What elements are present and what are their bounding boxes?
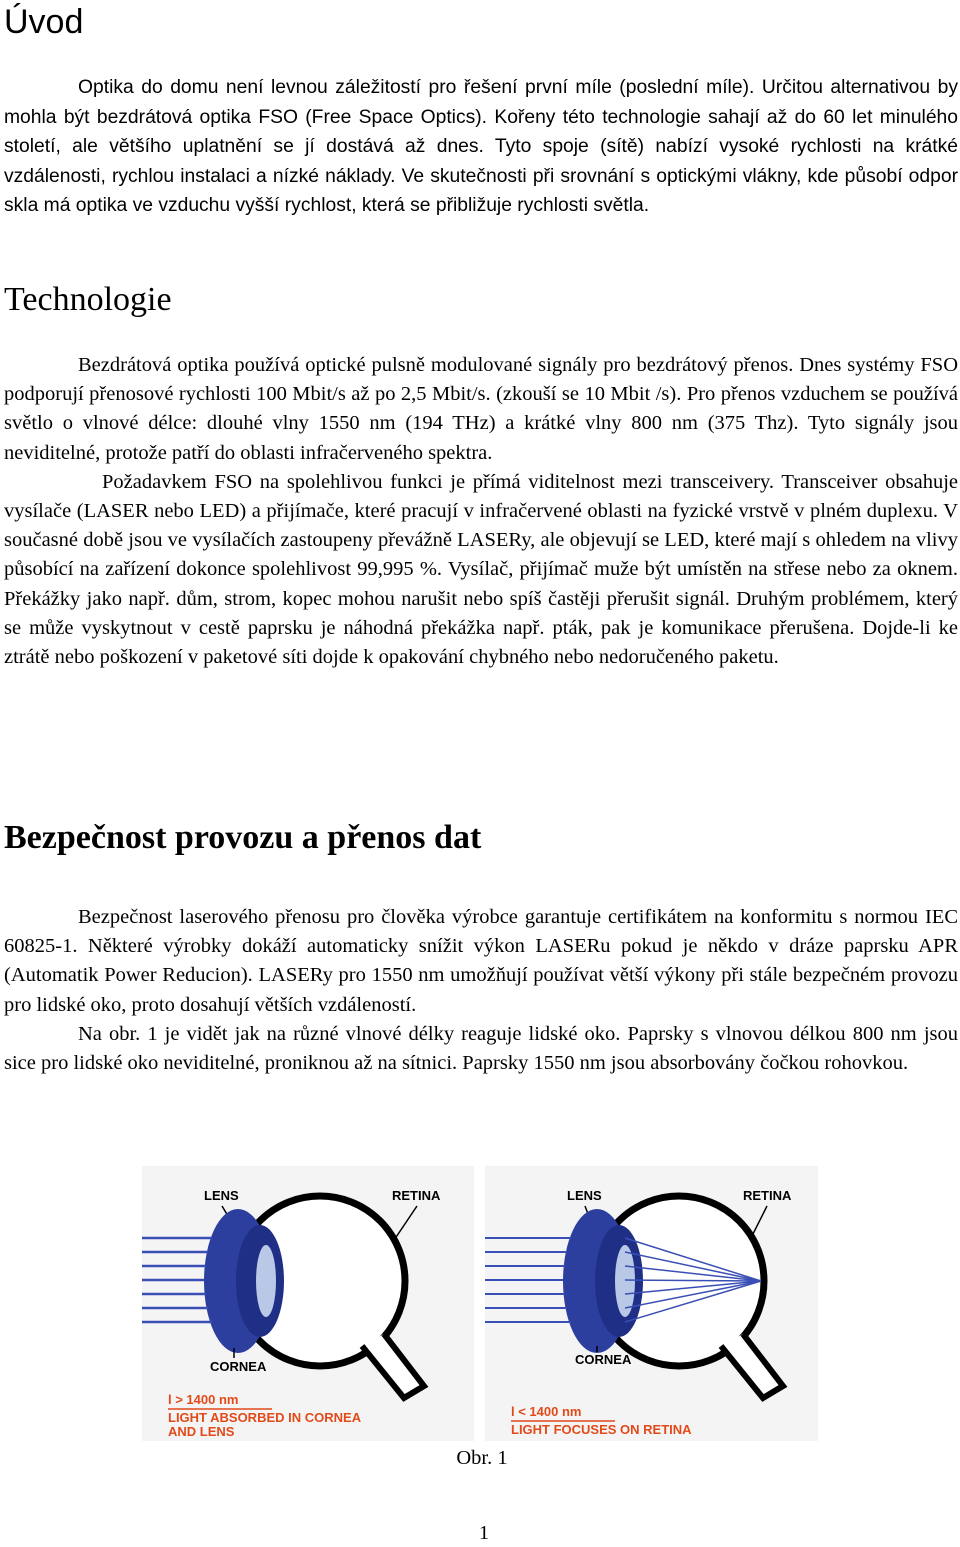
paragraph-bezpecnost-1: Bezpečnost laserového přenosu pro člověka výrobce garantuje certifikátem na konformitu s normou IEC 60825-1. Některé výrobky dokáží automaticky snížit výkon LASERu pokud je někdo v dráze paprsku APR (Automatik Power Reducion). LASERy pro 1550 nm umožňují používat větší výkony při stále bezpečném provozu pro lidské oko, proto dosahují větších vzdáleností. [4,906,958,1016]
figure-caption [0,1444,960,1472]
heading-uvod: Úvod [4,3,84,41]
paragraph-bezpecnost-2: Na obr. 1 je vidět jak na různé vlnové délky reaguje lidské oko. Paprsky s vlnovou délkou 800 nm jsou sice pro lidské oko neviditelné, proniknou až na sítnici. Paprsky 1550 nm jsou absorbovány čočkou rohovkou. [4,1022,958,1075]
section-bezpecnost [4,903,958,1078]
label-condition: l > 1400 nm [168,1392,239,1407]
label-cornea: CORNEA [575,1352,632,1367]
figure-caption-text: Obr. 1 [456,1447,508,1469]
label-condition: l < 1400 nm [511,1404,582,1419]
paragraph-technologie-1: Bezdrátová optika používá optické pulsně modulované signály pro bezdrátový přenos. Dnes systémy FSO podporují přenosové rychlosti 100 Mbit/s až po 2,5 Mbit/s. (zkouší se 10 Mbit /s). Pro přenos vzduchem se používá světlo o vlnové délce: dlouhé vlny 1550 nm (194 THz) a krátké vlny 800 nm (375 Thz). Tyto signály jsou neviditelné, protože patří do oblasti infračerveného spektra. [4,354,958,464]
label-lens: LENS [204,1188,239,1203]
label-retina: RETINA [392,1188,441,1203]
section-technologie [4,351,958,672]
paragraph-technologie-2: Požadavkem FSO na spolehlivou funkci je přímá viditelnost mezi transceivery. Transceiver obsahuje vysílače (LASER nebo LED) a přijímače, které pracují v infračervené oblasti na fyzické vrstvě v plném duplexu. V současné době jsou ve vysílačích zastoupeny převážně LASERy, ale objevují se LED, které mají s ohledem na vlivy působící na zařízení dokonce spolehlivost 99,995 %. Vysílač, přijímač muže být umístěn na střese nebo za oknem. Překážky jako např. dům, strom, kopec mohou narušit nebo spíš častěji přerušit signál. Druhým problémem, který se může vyskytnout v cestě paprsku je náhodná překážka např. pták, pak je komunikace přerušena. Dojde-li ke ztrátě nebo poškození v paketové síti dojde k opakování chybného nebo nedoručeného paketu. [4,470,958,669]
eye-diagram-focused [485,1166,818,1441]
label-focuses-line1: LIGHT FOCUSES ON RETINA [511,1422,692,1437]
label-lens: LENS [567,1188,602,1203]
page-number [0,1520,960,1546]
label-retina: RETINA [743,1188,792,1203]
page-number-text: 1 [478,1522,490,1544]
paragraph-uvod: Optika do domu není levnou záležitostí pro řešení první míle (poslední míle). Určitou alternativou by mohla být bezdrátová optika FSO (Free Space Optics). Kořeny této technologie sahají až do 60 let minulého století, ale většího uplatnění se jí dostává až dnes. Tyto spoje (sítě) nabízí vysoké rychlosti na krátké vzdálenosti, rychlou instalaci a nízké náklady. Ve skutečnosti při srovnání s optickými vlákny, kde působí odpor skla má optika ve vzduchu vyšší rychlost, která se přibližuje rychlosti světla. [4,77,958,216]
label-absorbed-line1: LIGHT ABSORBED IN CORNEA [168,1410,362,1425]
heading-bezpecnost: Bezpečnost provozu a přenos dat [4,819,482,856]
label-absorbed-line2: AND LENS [168,1424,235,1439]
section-uvod [4,73,958,221]
label-cornea: CORNEA [210,1359,267,1374]
eye-diagram-absorbed [142,1166,474,1441]
heading-technologie: Technologie [4,281,172,318]
